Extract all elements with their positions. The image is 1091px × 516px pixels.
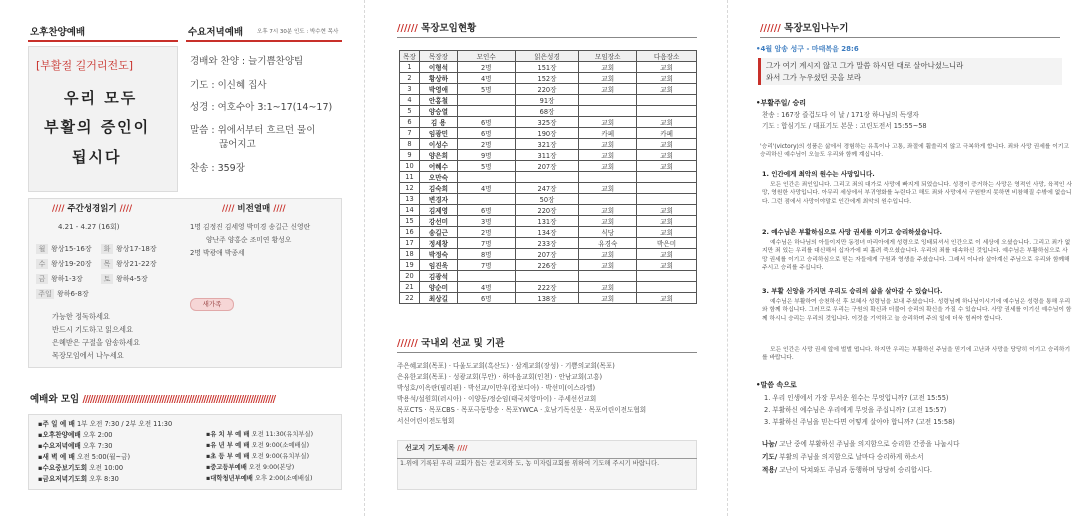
column-header: 목장 — [400, 51, 420, 62]
table-cell: 교회 — [637, 73, 697, 84]
table-row — [400, 62, 697, 73]
column-header: 다음장소 — [637, 51, 697, 62]
leader-name-cell: 강선미 — [419, 216, 457, 227]
leader-name-cell: 정세창 — [419, 238, 457, 249]
worship-item: ▪대학청년부예배 오후 2:00(소예배실) — [206, 475, 313, 482]
poem-line: 반드시 기도하고 읽으세요 — [52, 325, 133, 334]
table-row — [400, 95, 697, 106]
leader-name-cell: 이성수 — [419, 139, 457, 150]
divider — [186, 40, 342, 42]
table-cell: 138장 — [515, 293, 579, 304]
table-cell: 교회 — [579, 293, 637, 304]
wed-item: 기도 : 이신혜 집사 — [190, 80, 267, 91]
table-cell: 교회 — [579, 205, 637, 216]
wed-item: 끊어지고 — [219, 139, 256, 150]
table-cell — [457, 106, 515, 117]
table-cell: 카페 — [579, 128, 637, 139]
table-cell: 1 — [400, 62, 420, 73]
table-cell: 7명 — [457, 238, 515, 249]
table-cell — [579, 271, 637, 282]
leader-name-cell: 변경자 — [419, 194, 457, 205]
theme-heading: •부활주일/ 승리 — [756, 99, 807, 107]
table-cell: 151장 — [515, 62, 579, 73]
table-cell: 식당 — [579, 227, 637, 238]
table-cell: 5 — [400, 106, 420, 117]
memory-verse-heading: •4월 암송 성구 - 마태복음 28:6 — [756, 45, 859, 53]
prayer-line: 기도 : 합심기도 / 대표기도 본문 : 고린도전서 15:55~58 — [762, 122, 927, 130]
table-cell: 6 — [400, 117, 420, 128]
point-1-body: 모든 인간은 죄인입니다. 그리고 죄의 대가로 사망에 빠지게 되었습니다. 성경이 증거하는 사망은 영적인 사망, 육적인 사망, 영원한 사망입니다. 아무리 세상에서 부귀영화를 누린다고 해도 죄와 사망에서 구원받지 못하면 비참해질 수밖에 없습니다. 그런 점에서 사망이야말로 인간에게 최악의 원수입니다. — [762, 182, 1072, 205]
table-row — [400, 205, 697, 216]
conclusion: 모든 인간은 사망 권세 앞에 벌벌 떱니다. 하지만 우리는 부활하신 주님을 믿기에 고난과 사망을 당당히 이기고 승리하기를 바랍니다. — [762, 347, 1071, 362]
table-cell: 교회 — [637, 84, 697, 95]
table-cell: 220장 — [515, 84, 579, 95]
table-row — [400, 128, 697, 139]
table-cell: 교회 — [637, 227, 697, 238]
leader-name-cell: 이형석 — [419, 62, 457, 73]
column-header: 읽은성경 — [515, 51, 579, 62]
table-cell: 교회 — [637, 249, 697, 260]
table-cell: 교회 — [637, 260, 697, 271]
table-cell: 220장 — [515, 205, 579, 216]
table-cell — [637, 172, 697, 183]
point-2-title: 2. 예수님은 부활하심으로 사망 권세를 이기고 승리하셨습니다. — [762, 228, 943, 236]
wed-item: 경배와 찬양 : 늘기쁨찬양팀 — [190, 56, 304, 67]
table-cell — [457, 194, 515, 205]
table-cell: 교회 — [579, 62, 637, 73]
leader-name-cell: 김 용 — [419, 117, 457, 128]
leader-name-cell: 황상하 — [419, 73, 457, 84]
table-row — [400, 117, 697, 128]
leader-name-cell: 안홍철 — [419, 95, 457, 106]
table-cell: 13 — [400, 194, 420, 205]
sharing-title: ////// 목장모임나누기 — [760, 23, 849, 34]
table-cell — [637, 271, 697, 282]
prayer-text: 1.위에 기록된 우리 교회가 돕는 선교지와 도, 농 미자립교회를 위하여 기도해 주시기 바랍니다. — [400, 460, 660, 467]
table-row — [400, 216, 697, 227]
closing-item: 나눔/ 고난 중에 부활하신 주님을 의지함으로 승리한 간증을 나눕시다 — [762, 440, 960, 448]
table-row — [400, 227, 697, 238]
table-cell: 교회 — [637, 139, 697, 150]
vision-title: //// 비전열매 //// — [222, 204, 286, 214]
poem-line: 가능한 정독하세요 — [52, 312, 110, 321]
table-cell: 7 — [400, 128, 420, 139]
table-cell: 박은미 — [637, 238, 697, 249]
leader-name-cell: 양승열 — [419, 106, 457, 117]
table-cell — [457, 271, 515, 282]
worship-item: ▪중고등부예배 오전 9:00(본당) — [206, 464, 295, 471]
table-cell: 2명 — [457, 139, 515, 150]
table-header-row — [400, 51, 697, 62]
table-cell: 152장 — [515, 73, 579, 84]
leader-name-cell: 김숙희 — [419, 183, 457, 194]
table-cell: 교회 — [579, 282, 637, 293]
table-cell: 카페 — [637, 128, 697, 139]
table-row — [400, 172, 697, 183]
table-cell: 6명 — [457, 293, 515, 304]
leader-name-cell: 임진욱 — [419, 260, 457, 271]
reading-row: 주일 왕하6-8장 — [36, 289, 89, 299]
stripe-icon: ////// — [397, 23, 418, 34]
table-cell: 20 — [400, 271, 420, 282]
vision-line: 2명 박광애 박종세 — [190, 249, 245, 257]
table-cell: 교회 — [637, 293, 697, 304]
wed-item: 성경 : 여호수아 3:1~17(14~17) — [190, 102, 333, 113]
worship-title: 예배와 모임 ////////////////////////////////////////////////////////////////////////////// — [30, 394, 276, 405]
worship-item: ▪수요중보기도회 오전 10:00 — [38, 464, 124, 472]
table-cell: 18 — [400, 249, 420, 260]
hymn-line: 찬송 : 167장 즐겁도다 이 날 / 171장 하나님의 독생자 — [762, 111, 919, 119]
leader-name-cell: 김제영 — [419, 205, 457, 216]
table-row — [400, 106, 697, 117]
table-row — [400, 183, 697, 194]
easter-line-1: 우리 모두 — [64, 89, 138, 107]
table-cell — [637, 95, 697, 106]
table-cell: 교회 — [637, 117, 697, 128]
table-cell: 6명 — [457, 128, 515, 139]
worship-item: ▪수요저녁예배 오후 7:30 — [38, 442, 113, 450]
questions-heading: •말씀 속으로 — [756, 381, 797, 389]
table-cell: 교회 — [579, 161, 637, 172]
column-header: 모인수 — [457, 51, 515, 62]
table-cell: 247장 — [515, 183, 579, 194]
poem-line: 은혜받은 구절을 암송하세요 — [52, 338, 140, 347]
table-cell — [457, 172, 515, 183]
leader-name-cell: 박영애 — [419, 84, 457, 95]
table-cell: 16 — [400, 227, 420, 238]
table-cell: 207장 — [515, 249, 579, 260]
mission-line: 은유한교회(목포) · 성광교회(무안) · 하마음교회(인천) · 안남교회(고흥) — [397, 373, 603, 381]
divider — [397, 37, 697, 38]
point-1-title: 1. 인간에게 최악의 원수는 사망입니다. — [762, 170, 875, 178]
table-cell: 15 — [400, 216, 420, 227]
table-cell: 222장 — [515, 282, 579, 293]
table-cell: 교회 — [637, 150, 697, 161]
table-cell: 교회 — [637, 205, 697, 216]
leader-name-cell: 양순미 — [419, 282, 457, 293]
table-row — [400, 161, 697, 172]
leader-name-cell: 박정숙 — [419, 249, 457, 260]
table-cell: 4명 — [457, 73, 515, 84]
table-cell: 8명 — [457, 249, 515, 260]
table-cell: 5명 — [457, 161, 515, 172]
stripe-icon: ////// — [760, 23, 781, 34]
table-cell: 교회 — [579, 183, 637, 194]
prayer-title: 선교지 기도제목 //// — [405, 444, 468, 452]
table-cell: 3명 — [457, 216, 515, 227]
easter-tag: [부활절 길거리전도] — [36, 59, 134, 72]
table-cell: 4명 — [457, 282, 515, 293]
vision-line: 양난주 양홍순 조미연 황성오 — [206, 236, 292, 244]
table-cell: 6명 — [457, 205, 515, 216]
reading-row: 수 왕상19-20장 목 왕상21-22장 — [36, 259, 157, 269]
vision-line: 1명 김정진 김세영 박미경 송길근 신영란 — [190, 223, 311, 231]
table-cell: 91장 — [515, 95, 579, 106]
table-cell — [637, 194, 697, 205]
worship-item: ▪새 벽 예 배 오전 5:00(월~금) — [38, 453, 131, 461]
table-cell — [579, 194, 637, 205]
reading-row: 금 왕하1-3장 토 왕하4-5장 — [36, 274, 148, 284]
worship-item: ▪유 년 부 예 배 오전 9:00(소예배실) — [206, 442, 310, 449]
question: 2. 부활하신 예수님은 우리에게 무엇을 주십니까? (고전 15:57) — [764, 406, 947, 414]
table-cell: 10 — [400, 161, 420, 172]
reading-range: 4.21 - 4.27 (16회) — [58, 223, 120, 231]
leader-name-cell: 송길근 — [419, 227, 457, 238]
table-cell — [637, 183, 697, 194]
table-cell: 134장 — [515, 227, 579, 238]
question: 3. 부활하신 주님을 믿는다면 어떻게 살아야 합니까? (고전 15:58) — [764, 418, 955, 426]
table-cell: 233장 — [515, 238, 579, 249]
table-cell: 교회 — [579, 216, 637, 227]
table-cell: 9 — [400, 150, 420, 161]
divider — [760, 37, 1060, 38]
point-3-body: 예수님은 부활하여 승천하신 후 보혜사 성령님을 보내 주셨습니다. 성령님께 하나님이시기에 예수님은 성령을 통해 우리와 함께 하십니다. 그러므로 우리는 구원의 확신과 더불어 승리의 확신을 가질 수 있습니다. 사망 권세를 이기신 예수님이 함께 하시니 승리는 우리의 것입니다. 이것을 기억하고 늘 승리하며 주의 일에 더욱 힘써야 합니다. — [762, 299, 1072, 322]
table-cell: 3 — [400, 84, 420, 95]
leader-name-cell: 양은희 — [419, 150, 457, 161]
closing-item: 적용/ 고난이 닥쳐와도 주님과 동행하며 당당히 승리합시다. — [762, 466, 932, 474]
leader-name-cell: 최상길 — [419, 293, 457, 304]
table-cell: 21 — [400, 282, 420, 293]
wed-item: 찬송 : 359장 — [190, 163, 245, 174]
table-row — [400, 249, 697, 260]
table-cell: 4 — [400, 95, 420, 106]
table-cell: 교회 — [579, 73, 637, 84]
point-2-body: 예수님은 하나님의 아들이지만 동정녀 마리아에게 성령으로 잉태되셔서 인간으로 이 세상에 오셨습니다. 그리고 죄가 없지만 죄 있는 우리를 대신해서 십자가에 피 흘려 죽으셨습니다. 우리의 죄를 대속하신 것입니다. 예수님은 부활하심으로 사망 권세를 이기고 승리하심으로 믿는 자들에게 구원과 영생을 주셨습니다. 그래서 이나라 살아계신 주님으로 우리와 함께해 주시고 승리를 주십니다. — [762, 240, 1071, 272]
table-cell: 131장 — [515, 216, 579, 227]
table-cell: 6명 — [457, 117, 515, 128]
table-cell: 교회 — [579, 249, 637, 260]
table-cell: 2명 — [457, 62, 515, 73]
mission-line: 주은혜교회(목포) · 다울도교회(흑산도) · 삼계교회(장성) · 기쁨의교회(목포) — [397, 362, 615, 370]
wed-worship-info: 오후 7시 30분 인도 : 박수현 목사 — [257, 29, 339, 35]
table-cell — [637, 106, 697, 117]
table-cell: 190장 — [515, 128, 579, 139]
table-cell: 68장 — [515, 106, 579, 117]
fold-line — [364, 0, 365, 516]
reading-row: 월 왕상15-16장 화 왕상17-18장 — [36, 244, 157, 254]
leader-name-cell: 어혜수 — [419, 161, 457, 172]
stripe-icon: //// — [52, 204, 68, 214]
verse-line: 와서 그가 누우셨던 곳을 보라 — [766, 73, 862, 82]
table-cell — [457, 95, 515, 106]
table-cell: 9명 — [457, 150, 515, 161]
divider — [397, 352, 697, 353]
table-row — [400, 139, 697, 150]
table-cell: 교회 — [579, 150, 637, 161]
worship-item: ▪주 일 예 배 1부 오전 7:30 / 2부 오전 11:30 — [38, 420, 173, 428]
divider — [397, 458, 697, 459]
table-cell: 311장 — [515, 150, 579, 161]
table-cell: 207장 — [515, 161, 579, 172]
table-cell: 321장 — [515, 139, 579, 150]
table-cell — [579, 95, 637, 106]
mission-line: 서신어린이전도협회 — [397, 417, 455, 425]
easter-line-2: 부활의 증인이 — [44, 118, 151, 136]
table-cell: 226장 — [515, 260, 579, 271]
table-cell: 11 — [400, 172, 420, 183]
new-family-badge: 새가족 — [190, 298, 234, 311]
table-cell: 22 — [400, 293, 420, 304]
table-row — [400, 150, 697, 161]
table-cell: 8 — [400, 139, 420, 150]
table-row — [400, 282, 697, 293]
table-cell: 교회 — [637, 62, 697, 73]
table-cell — [579, 172, 637, 183]
table-cell: 7명 — [457, 260, 515, 271]
easter-line-3: 됩시다 — [72, 148, 122, 166]
table-cell: 교회 — [579, 117, 637, 128]
worship-item: ▪금요저녁기도회 오후 8:30 — [38, 475, 119, 483]
table-cell: 17 — [400, 238, 420, 249]
worship-item: ▪초 등 부 예 배 오전 9:00(유치부실) — [206, 453, 310, 460]
table-cell: 교회 — [579, 260, 637, 271]
mokjang-title: ////// 목장모임현황 — [397, 23, 477, 34]
mission-line: 박성호/이옥란(필리핀) · 박선교/이만우(캄보디아) · 박선미(이스라엘) — [397, 384, 596, 392]
mokjang-table — [399, 50, 697, 304]
table-row — [400, 271, 697, 282]
table-cell: 유경숙 — [579, 238, 637, 249]
table-cell: 4명 — [457, 183, 515, 194]
table-cell: 교회 — [579, 84, 637, 95]
verse-line: 그가 여기 계시지 않고 그가 말씀 하시던 대로 살아나셨느니라 — [766, 61, 964, 70]
wed-worship-title: 수요저녁예배 — [188, 27, 244, 38]
table-cell: 교회 — [579, 139, 637, 150]
table-row — [400, 238, 697, 249]
divider — [28, 40, 178, 42]
table-row — [400, 260, 697, 271]
table-cell: 19 — [400, 260, 420, 271]
question: 1. 우리 인생에서 가장 무서운 원수는 무엇입니까? (고전 15:55) — [764, 394, 949, 402]
leader-name-cell: 김광석 — [419, 271, 457, 282]
table-cell: 14 — [400, 205, 420, 216]
table-cell: 교회 — [637, 161, 697, 172]
table-cell — [637, 282, 697, 293]
table-cell: 교회 — [637, 216, 697, 227]
column-header: 목장장 — [419, 51, 457, 62]
table-row — [400, 194, 697, 205]
leader-name-cell: 오만숙 — [419, 172, 457, 183]
table-cell: 50장 — [515, 194, 579, 205]
column-header: 모임장소 — [579, 51, 637, 62]
mission-line: 박용석/설원희(러시아) · 이양동/정순임(태국치앙마이) · 주세선선교회 — [397, 395, 597, 403]
table-cell: 325장 — [515, 117, 579, 128]
table-row — [400, 84, 697, 95]
mission-title: ////// 국내외 선교 및 기관 — [397, 338, 505, 349]
worship-item: ▪유 치 부 예 배 오전 11:30(유치부실) — [206, 431, 314, 438]
table-cell: 12 — [400, 183, 420, 194]
mission-line: 목포CTS · 목포CBS · 목포극동방송 · 목포YWCA · 호남기독신문 · 목포어린이전도협회 — [397, 406, 647, 414]
table-cell: 2명 — [457, 227, 515, 238]
worship-item: ▪오후찬양예배 오후 2:00 — [38, 431, 113, 439]
table-row — [400, 293, 697, 304]
table-cell: 2 — [400, 73, 420, 84]
wed-item: 말씀 : 위에서부터 흐르던 물이 — [190, 125, 316, 136]
table-cell — [579, 106, 637, 117]
afternoon-worship-title: 오후찬양예배 — [30, 27, 86, 38]
poem-line: 목장모임에서 나누세요 — [52, 351, 124, 360]
table-cell — [515, 172, 579, 183]
leader-name-cell: 임광민 — [419, 128, 457, 139]
reading-title: //// 주간성경읽기 //// — [52, 204, 133, 214]
point-3-title: 3. 부활 신앙을 가지면 우리도 승리의 삶을 살아갈 수 있습니다. — [762, 287, 943, 295]
table-cell: 5명 — [457, 84, 515, 95]
table-row — [400, 73, 697, 84]
fold-line — [727, 0, 728, 516]
table-cell — [515, 271, 579, 282]
intro-paragraph: '승리'(victory)의 성품은 삶에서 경험하는 유혹이나 고통, 좌절에 휩쓸리지 않고 극복하게 합니다. 죄와 사망 권세를 이기고 승리하신 예수님이 오늘도 우리와 함께 계십니다. — [760, 144, 1070, 159]
closing-item: 기도/ 부활의 주님을 의지함으로 날마다 승리하게 하소서 — [762, 453, 924, 461]
